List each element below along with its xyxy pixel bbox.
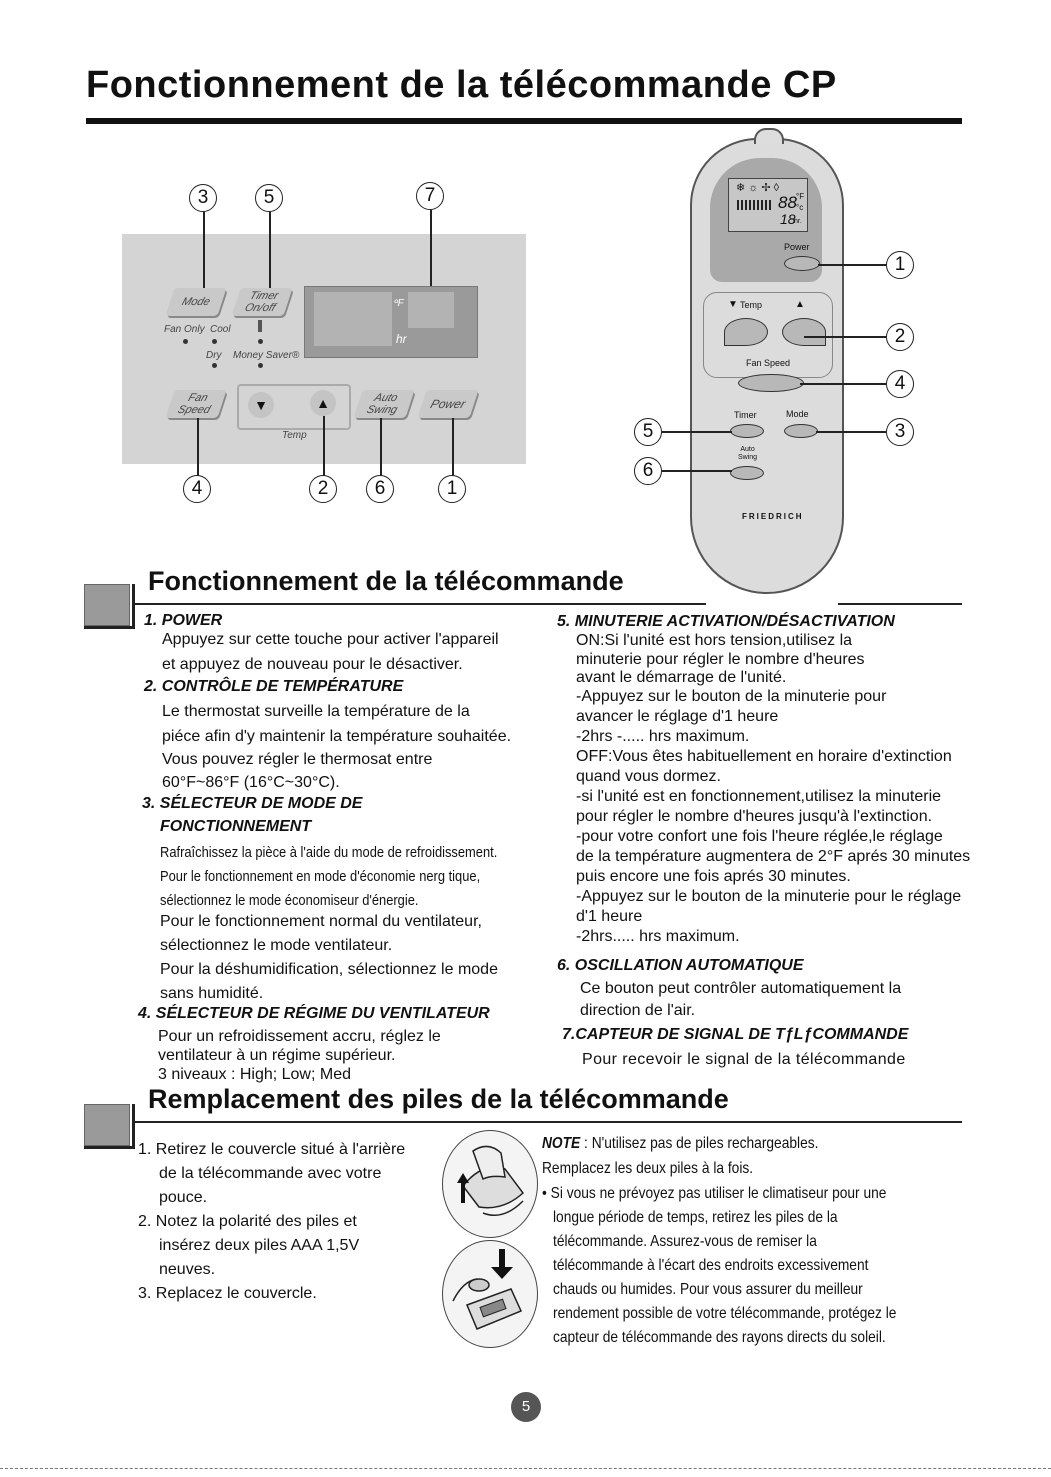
battery-step-1: de la télécommande avec votre <box>159 1165 382 1182</box>
section-rule <box>132 603 706 605</box>
leader-line <box>662 431 732 433</box>
note-line: NOTE : N'utilisez pas de piles rechargeables. <box>542 1135 819 1152</box>
display-hr: hr <box>396 332 407 346</box>
mode-label-cool: Cool <box>210 324 231 335</box>
section-rule <box>838 603 962 605</box>
remote-callout-5: 5 <box>634 418 662 446</box>
remote-mode-label: Mode <box>786 409 809 419</box>
item-3-text: Pour la déshumidification, sélectionnez le mode <box>160 961 498 978</box>
panel-auto-swing-button: Auto Swing <box>353 390 414 418</box>
leader-line <box>452 418 454 476</box>
remote-lcd-unit-f: °F <box>796 192 805 201</box>
item-5-text: quand vous dormez. <box>576 768 721 785</box>
remote-temp-down-icon: ▼ <box>728 299 738 310</box>
leader-line <box>816 431 886 433</box>
item-4-text: 3 niveaux : High; Low; Med <box>158 1066 351 1083</box>
callout-5: 5 <box>255 184 283 212</box>
callout-3: 3 <box>189 184 217 212</box>
remote-callout-2: 2 <box>886 323 914 351</box>
item-5-heading: 5. MINUTERIE ACTIVATION/DÉSACTIVATION <box>557 613 895 630</box>
remote-callout-3: 3 <box>886 418 914 446</box>
battery-step-1: 1. Retirez le couvercle situé à l'arrière <box>138 1141 406 1158</box>
item-7-text: Pour recevoir le signal de la télécommande <box>582 1051 906 1068</box>
note-line: capteur de télécommande des rayons directs du soleil. <box>553 1329 886 1346</box>
leader-line <box>269 212 271 290</box>
callout-4: 4 <box>183 475 211 503</box>
note-line: chauds ou humides. Pour vous assurer du meilleur <box>553 1281 863 1298</box>
panel-temp-down-icon: ▼ <box>248 392 274 418</box>
item-3-text: sélectionnez le mode économiseur d'énergie. <box>160 892 419 909</box>
leader-line <box>804 336 886 338</box>
item-3-text: sans humidité. <box>160 985 264 1002</box>
item-5-text: -pour votre confort une fois l'heure réglée,le réglage <box>576 828 943 845</box>
remote-timer-button <box>730 424 764 438</box>
callout-2: 2 <box>309 475 337 503</box>
item-5-text: ON:Si l'unité est hors tension,utilisez la <box>576 632 853 649</box>
remote-timer-label: Timer <box>734 410 757 420</box>
display-sensor-window <box>408 292 454 328</box>
battery-cover-removal-illustration <box>442 1130 538 1238</box>
item-4-text: ventilateur à un régime supérieur. <box>158 1047 396 1064</box>
item-7-heading: 7.CAPTEUR DE SIGNAL DE TƒLƒCOMMANDE <box>562 1026 909 1043</box>
panel-mode-button: Mode <box>165 288 226 316</box>
item-5-text: pour régler le nombre d'heures jusqu'à l'extinction. <box>576 808 933 825</box>
item-6-text: Ce bouton peut contrôler automatiquement la <box>580 980 902 997</box>
item-2-text: 60°F~86°F (16°C~30°C). <box>162 774 340 791</box>
item-5-text: -2hrs..... hrs maximum. <box>576 928 740 945</box>
battery-step-1: pouce. <box>159 1189 208 1206</box>
item-3-text: Pour le fonctionnement en mode d'économie nerg tique, <box>160 868 481 885</box>
section-marker-frame <box>84 1104 135 1149</box>
page-title: Fonctionnement de la télécommande CP <box>86 64 837 106</box>
indicator-dot <box>183 339 188 344</box>
section-rule <box>132 1121 962 1123</box>
note-line: rendement possible de votre télécommande, protégez le <box>553 1305 897 1322</box>
item-5-text: -si l'unité est en fonctionnement,utilisez la minuterie <box>576 788 942 805</box>
item-5-text: OFF:Vous êtes habituellement en horaire d'extinction <box>576 748 952 765</box>
callout-7: 7 <box>416 182 444 210</box>
panel-power-button: Power <box>417 390 478 418</box>
item-5-text: -Appuyez sur le bouton de la minuterie pour le réglage <box>576 888 962 905</box>
callout-6: 6 <box>366 475 394 503</box>
leader-line <box>197 418 199 476</box>
item-6-text: direction de l'air. <box>580 1002 696 1019</box>
item-1-text: Appuyez sur cette touche pour activer l'appareil <box>162 631 499 648</box>
indicator-dot <box>258 363 263 368</box>
remote-lcd-temp: 88 <box>778 193 797 212</box>
remote-fan-speed-label: Fan Speed <box>746 358 791 368</box>
note-line: télécommande à l'écart des endroits excessivement <box>553 1257 869 1274</box>
indicator-dot <box>212 339 217 344</box>
item-1-text: et appuyez de nouveau pour le désactiver. <box>162 656 463 673</box>
page-number: 5 <box>511 1392 541 1422</box>
item-5-text: d'1 heure <box>576 908 643 925</box>
remote-callout-6: 6 <box>634 457 662 485</box>
remote-mode-button <box>784 424 818 438</box>
note-line: • Si vous ne prévoyez pas utiliser le climatiseur pour une <box>542 1185 887 1202</box>
item-5-text: avant le démarrage de l'unité. <box>576 669 787 686</box>
item-2-text: Vous pouvez régler le thermosat entre <box>162 751 433 768</box>
item-5-text: minuterie pour régler le nombre d'heures <box>576 651 865 668</box>
remote-power-button <box>784 256 820 271</box>
item-3-text: Pour le fonctionnement normal du ventilateur, <box>160 913 482 930</box>
display-unit: ºF <box>394 298 404 309</box>
remote-temp-down-button <box>724 318 768 346</box>
indicator-dot <box>258 339 263 344</box>
mode-label-money-saver: Money Saver® <box>233 350 300 361</box>
item-4-heading: 4. SÉLECTEUR DE RÉGIME DU VENTILATEUR <box>138 1005 490 1022</box>
remote-temp-up-icon: ▲ <box>795 299 805 310</box>
mode-label-fan-only: Fan Only <box>164 324 205 335</box>
item-3-text: sélectionnez le mode ventilateur. <box>160 937 393 954</box>
leader-line <box>662 470 732 472</box>
remote-brand-logo: FRIEDRICH <box>742 512 804 521</box>
display-digits-area <box>314 292 392 346</box>
remote-auto-swing-label: Auto Swing <box>738 446 758 461</box>
panel-temp-up-icon: ▲ <box>310 390 336 416</box>
remote-callout-4: 4 <box>886 370 914 398</box>
remote-emitter <box>754 128 784 144</box>
section-marker-frame <box>84 584 135 629</box>
note-label: NOTE <box>542 1135 581 1152</box>
remote-auto-swing-button <box>730 466 764 480</box>
battery-insertion-illustration <box>442 1240 538 1348</box>
page-bottom-edge <box>0 1468 1051 1469</box>
leader-line <box>818 264 886 266</box>
panel-fan-speed-button: Fan Speed <box>165 390 226 418</box>
item-1-heading: 1. POWER <box>144 612 223 629</box>
item-4-text: Pour un refroidissement accru, réglez le <box>158 1028 441 1045</box>
item-5-text: -2hrs -..... hrs maximum. <box>576 728 750 745</box>
item-3-text: Rafraîchissez la pièce à l'aide du mode de refroidissement. <box>160 844 498 861</box>
note-line: Remplacez les deux piles à la fois. <box>542 1160 754 1177</box>
battery-step-3: 3. Replacez le couvercle. <box>138 1285 317 1302</box>
leader-line <box>380 418 382 476</box>
leader-line <box>203 212 205 290</box>
note-line: télécommande. Assurez-vous de remiser la <box>553 1233 817 1250</box>
panel-timer-button: Timer On/off <box>231 288 292 316</box>
item-5-text: de la température augmentera de 2°F aprés 30 minutes <box>576 848 971 865</box>
remote-lcd-unit-c: °c <box>796 203 804 212</box>
battery-step-2: 2. Notez la polarité des piles et <box>138 1213 357 1230</box>
note-line: longue période de temps, retirez les piles de la <box>553 1209 838 1226</box>
remote-lcd-hours: 18 <box>780 211 796 227</box>
remote-temp-label: Temp <box>740 300 763 310</box>
remote-temp-up-button <box>782 318 826 346</box>
item-5-text: puis encore une fois aprés 30 minutes. <box>576 868 851 885</box>
leader-line <box>323 416 325 476</box>
item-2-text: piéce afin d'y maintenir la température souhaitée. <box>162 728 512 745</box>
item-5-text: -Appuyez sur le bouton de la minuterie pour <box>576 688 887 705</box>
remote-power-label: Power <box>784 242 810 252</box>
section-title-batteries: Remplacement des piles de la télécommande <box>148 1084 729 1114</box>
title-divider <box>86 118 962 124</box>
remote-fan-speed-button <box>738 374 804 392</box>
battery-step-2: insérez deux piles AAA 1,5V <box>159 1237 360 1254</box>
leader-line <box>430 210 432 296</box>
callout-1: 1 <box>438 475 466 503</box>
timer-indicator <box>258 320 262 332</box>
remote-callout-1: 1 <box>886 251 914 279</box>
mode-label-dry: Dry <box>206 350 222 361</box>
item-3-heading: FONCTIONNEMENT <box>160 818 312 835</box>
battery-step-2: neuves. <box>159 1261 216 1278</box>
remote-lcd-fan-bars <box>737 200 773 210</box>
section-title-operation: Fonctionnement de la télécommande <box>148 566 624 596</box>
item-2-heading: 2. CONTRÔLE DE TEMPÉRATURE <box>144 678 404 695</box>
remote-lcd-icons: ❄ ☼ ✢ ◊ <box>736 182 780 194</box>
panel-temp-label: Temp <box>282 430 307 441</box>
item-6-heading: 6. OSCILLATION AUTOMATIQUE <box>557 957 804 974</box>
indicator-dot <box>212 363 217 368</box>
leader-line <box>800 383 886 385</box>
item-5-text: avancer le réglage d'1 heure <box>576 708 779 725</box>
item-2-text: Le thermostat surveille la température de la <box>162 703 470 720</box>
item-3-heading: 3. SÉLECTEUR DE MODE DE <box>142 795 363 812</box>
remote-lcd-hr: hr. <box>794 218 802 225</box>
